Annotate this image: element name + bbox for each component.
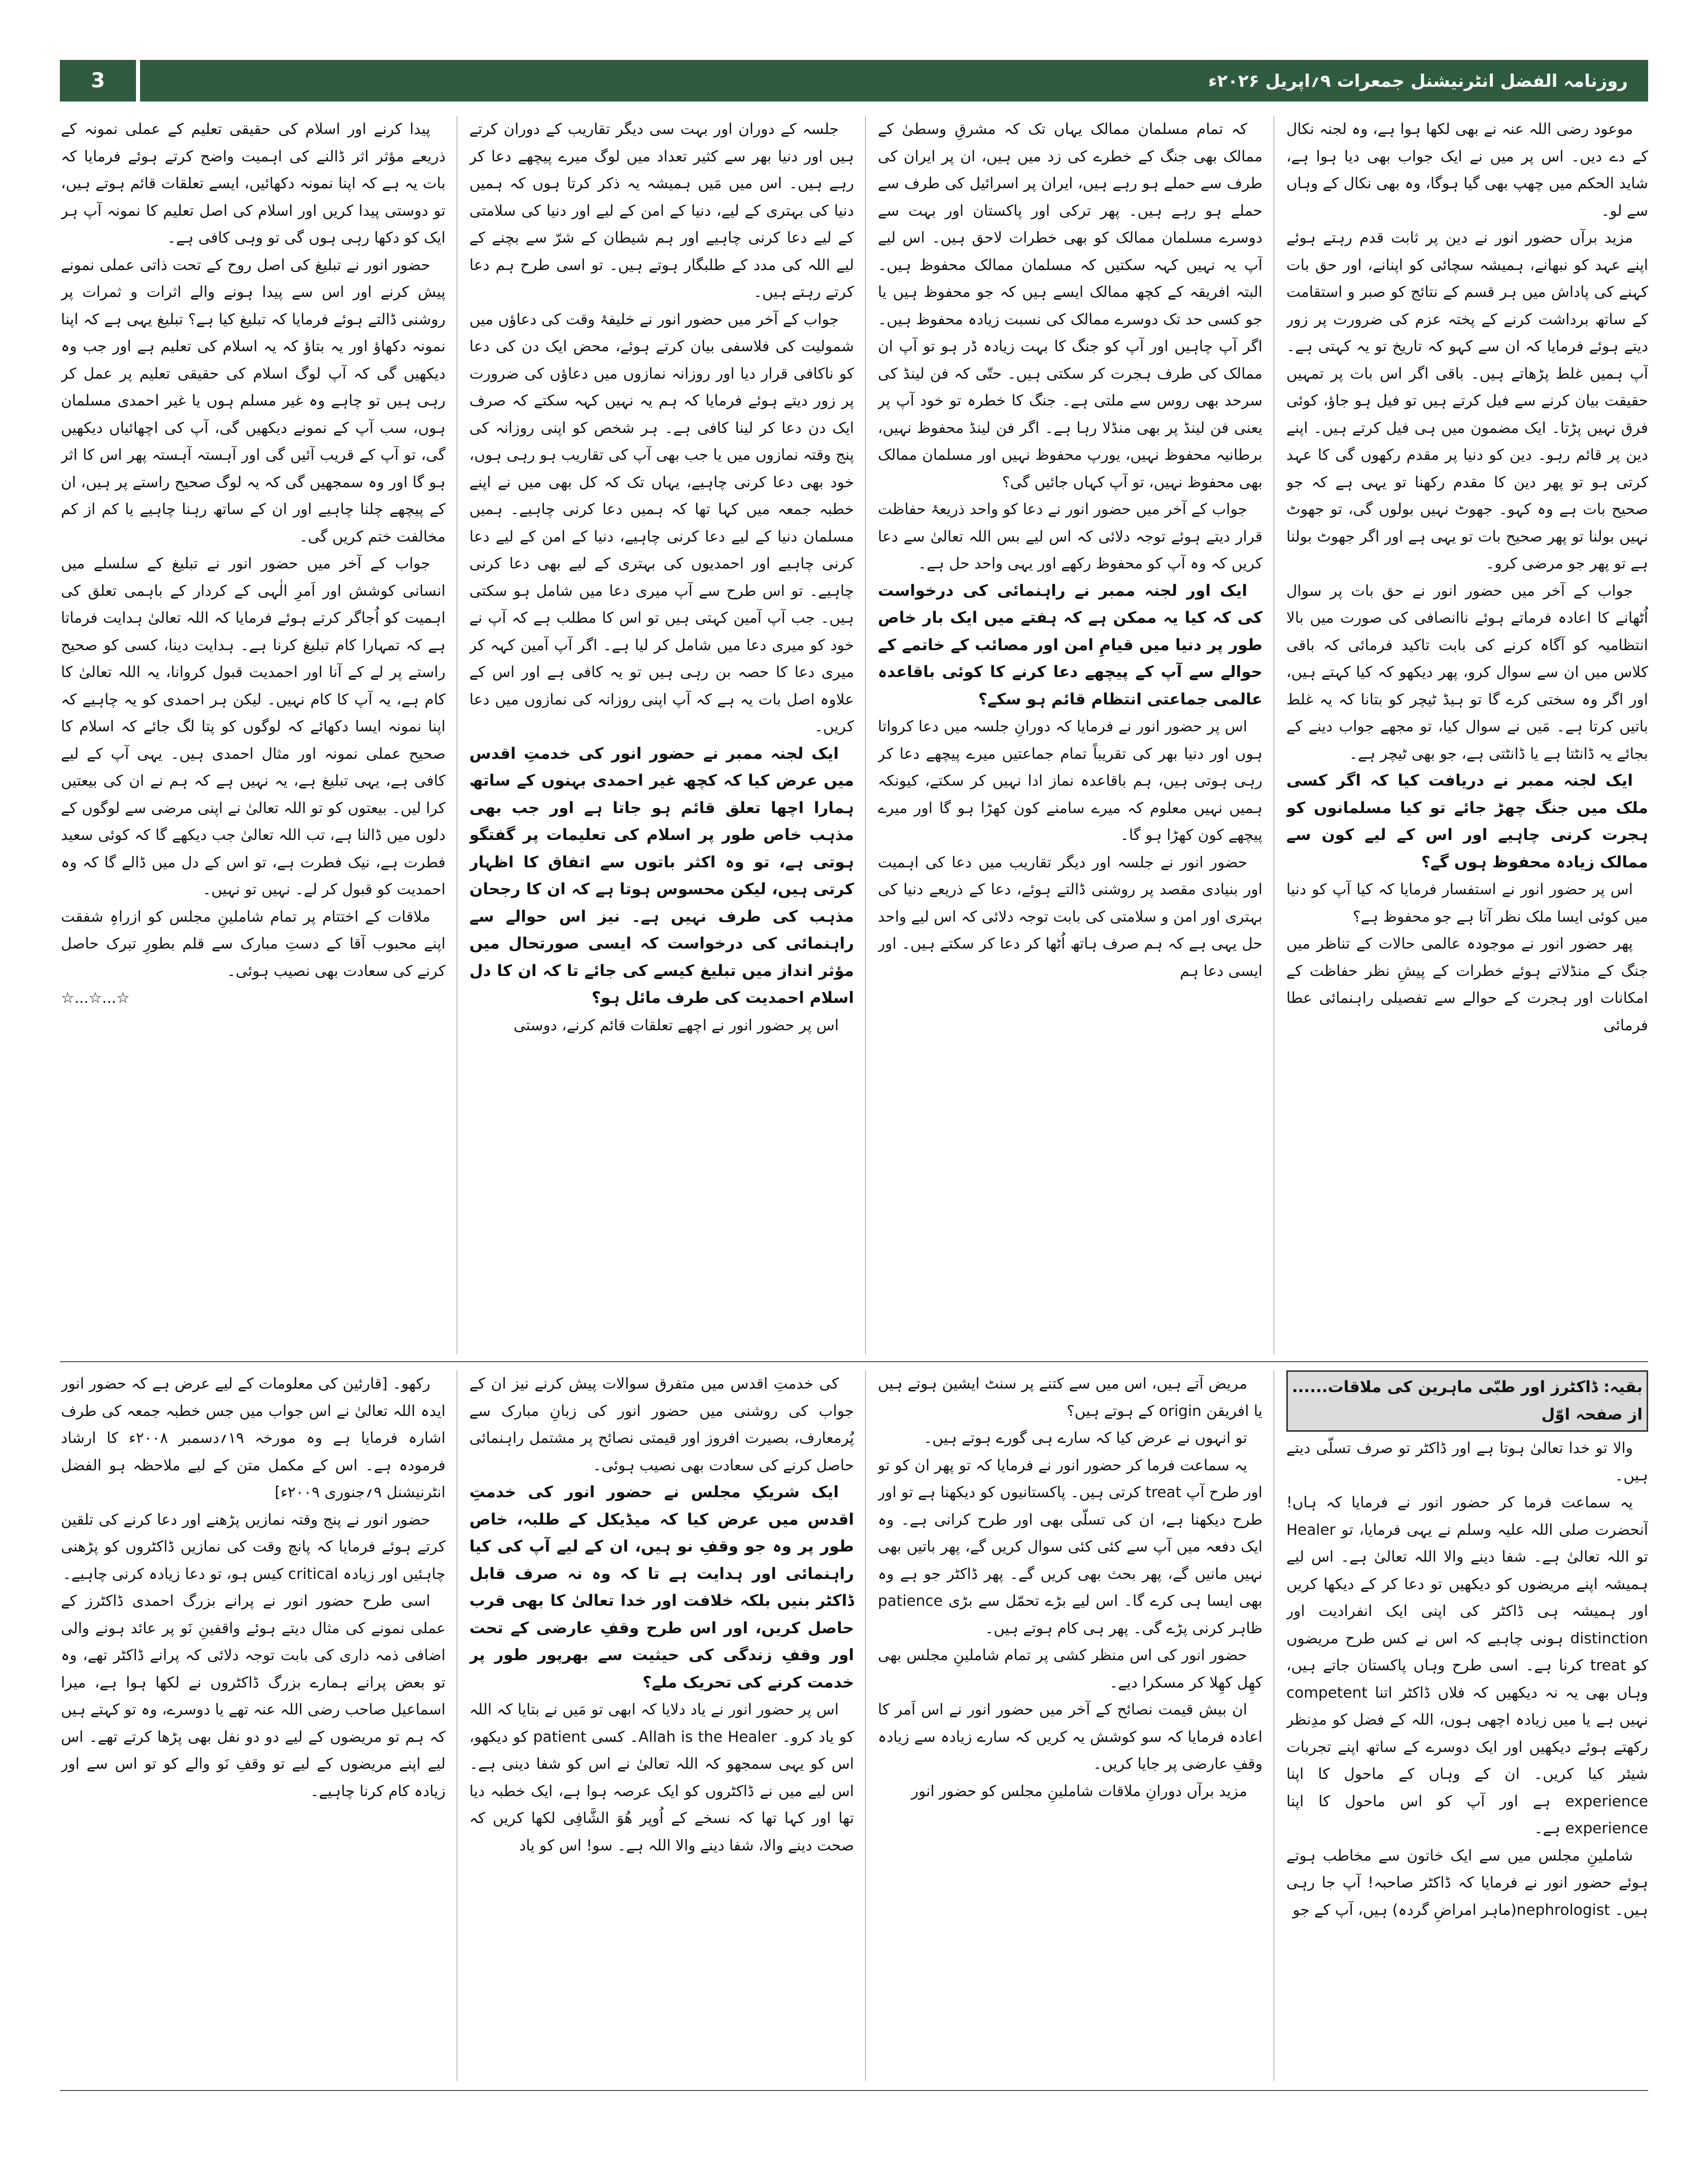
paragraph: کہ تمام مسلمان ممالک یہاں تک کہ مشرقِ وسطیٰ کے ممالک بھی جنگ کے خطرے کی زد میں ہیں، ان پر ایران کی طرف سے حملے ہو رہے ہیں، ایران پر اسرائیل کی طرف سے حملے ہو رہے ہیں۔ پھر ترکی اور پاکستان اور بہت سے دوسرے مسلمان ممالک کو بھی خطرات لاحق ہیں۔ اس لیے آپ یہ نہیں کہہ سکتیں کہ مسلمان ممالک محفوظ ہیں۔ البتہ افریقہ کے کچھ ممالک ایسے ہیں کہ جو محفوظ ہیں یا جو کسی حد تک دوسرے ممالک کی نسبت زیادہ محفوظ ہیں۔ اگر آپ چاہیں اور آپ کو جنگ کا بہت زیادہ ڈر ہو تو آپ ان ممالک کی طرف ہجرت کر سکتی ہیں۔ حتّی کہ فن لینڈ کی سرحد بھی روس سے ملتی ہے۔ جنگ کا خطرہ تو خود آپ پر یعنی فن لینڈ پر بھی منڈلا رہا ہے۔ اگر فن لینڈ محفوظ نہیں، برطانیہ محفوظ نہیں، یورپ محفوظ نہیں اور مسلمان ممالک بھی محفوظ نہیں، تو آپ کہاں جائیں گی؟ xyxy=(878,120,1262,491)
paragraph: رکھو۔ [قارئین کی معلومات کے لیے عرض ہے کہ حضور انور ایدہ اللہ تعالیٰ نے اس جواب میں جس خطبہ جمعہ کی طرف اشارہ فرمایا ہے وہ مورخہ ۱۹؍دسمبر ۲۰۰۸ء کا ارشاد فرمودہ ہے۔ اس کے مکمل متن کے لیے ملاحظہ ہو الفضل انٹرنیشنل ۹؍جنوری ۲۰۰۹ء] xyxy=(61,1375,446,1501)
paragraph: ملاقات کے اختتام پر تمام شاملینِ مجلس کو ازراہِ شفقت اپنے محبوب آقا کے دستِ مبارک سے قلم بطورِ تبرک حاصل کرنے کی سعادت بھی نصیب ہوئی۔ xyxy=(61,907,446,980)
section-divider xyxy=(60,1361,1648,1362)
question-heading: ایک لجنہ ممبر نے حضور انور کی خدمتِ اقدس میں عرض کیا کہ کچھ غیر احمدی بہنوں کے ساتھ ہمارا اچھا تعلق قائم ہو جاتا ہے اور جب بھی مذہب خاص طور پر اسلام کی تعلیمات پر گفتگو ہوتی ہے، تو وہ اکثر باتوں سے اتفاق کا اظہار کرتی ہیں، لیکن محسوس ہوتا ہے کہ ان کا رجحان مذہب کی طرف نہیں ہے۔ نیز اس حوالے سے راہنمائی کی درخواست کہ ایسی صورتحال میں مؤثر انداز میں تبلیغ کیسے کی جائے تا کہ ان کا دل اسلام احمدیت کی طرف مائل ہو؟ xyxy=(469,744,854,1007)
paragraph: مزید برآں دورانِ ملاقات شاملینِ مجلس کو حضور انور xyxy=(911,1782,1247,1800)
paragraph: حضور انور نے پنج وقتہ نمازیں پڑھنے اور دعا کرنے کی تلقین کرتے ہوئے فرمایا کہ پانچ وقت کی نمازیں ڈاکٹروں کو پڑھنی چاہئیں اور زیادہ critical کیس ہو، تو دعا زیادہ کرنی چاہیے۔ xyxy=(61,1510,446,1582)
paragraph: حضور انور کی اس منظر کشی پر تمام شاملینِ مجلس بھی کھِل کھِلا کر مسکرا دیے۔ xyxy=(878,1646,1262,1691)
paragraph: جواب کے آخر میں حضور انور نے دعا کو واحد ذریعۂ حفاظت قرار دیتے ہوئے توجہ دلائی کہ اس لیے بس اللہ تعالیٰ سے دعا کریں کہ وہ آپ کو محفوظ رکھے اور یہی واحد حل ہے۔ xyxy=(878,500,1262,572)
paragraph: یہ سماعت فرما کر حضور انور نے فرمایا کہ ہاں! آنحضرت صلی اللہ علیہ وسلم نے یہی فرمایا، تو Healer تو اللہ تعالیٰ ہے۔ شفا دینے والا اللہ تعالیٰ ہے۔ اس لیے ہمیشہ اپنے مریضوں کو دیکھیں تو دعا کر کے دیکھا کریں اور ہمیشہ ہی ڈاکٹر کی اپنی ایک انفرادیت اور distinction ہونی چاہیے کہ اس نے کس طرح مریضوں کو treat کرنا ہے۔ اسی طرح وہاں پاکستان جاتے ہیں، وہاں بھی یہ نہ دیکھیں کہ فلاں ڈاکٹر اتنا competent نہیں ہے یا میں زیادہ اچھی ہوں، اللہ کے فضل کو مدِنظر رکھتے ہوئے دیکھیں اور ایک دوسرے کے ساتھ اپنے تجربات شیئر کیا کریں۔ ان کے وہاں کے ماحول کا اپنا experience ہے اور آپ کو اس ماحول کا اپنا experience ہے۔ xyxy=(1286,1494,1648,1837)
paragraph: اس پر حضور انور نے فرمایا کہ دورانِ جلسہ میں دعا کرواتا ہوں اور دنیا بھر کی تقریباً تمام جماعتیں میرے پیچھے دعا کر رہی ہوتی ہیں، ہم باقاعدہ نماز ادا نہیں کر سکتے، کیونکہ ہمیں نہیں معلوم کہ میرے سامنے کون کھڑا ہو گا اور میرے پیچھے کون کھڑا ہو گا۔ xyxy=(878,718,1262,844)
paragraph: جواب کے آخر میں حضور انور نے خلیفۂ وقت کی دعاؤں میں شمولیت کی فلاسفی بیان کرتے ہوئے، محض ایک دن کی دعا کو ناکافی قرار دیا اور روزانہ نمازوں میں دعاؤں کی ضرورت پر زور دیتے ہوئے فرمایا کہ ہم یہ نہیں کہہ سکتے کہ صرف ایک دن دعا کر لینا کافی ہے۔ ہر شخص کو اپنی روزانہ کی پنج وقتہ نمازوں میں یا جب بھی آپ کی تقاریب ہو رہی ہوں، خود بھی دعا کرنی چاہیے، یہاں تک کہ کل بھی میں نے اپنے خطبہ جمعہ میں کہا تھا کہ ہمیں دعا کرنی چاہیے۔ ہمیں مسلمان دنیا کے لیے دعا کرنی چاہیے، دنیا کے امن کے لیے دعا کرنی چاہیے اور احمدیوں کی بہتری کے لیے بھی دعا کرنی چاہیے۔ تو اس طرح سے آپ میری دعا میں شامل ہو سکتی ہیں۔ جب آپ آمین کہتی ہیں تو اس کا مطلب ہے کہ آپ نے خود کو میری دعا میں شامل کر لیا ہے۔ اگر آپ آمین کہہ کر میری دعا کا حصہ بن رہی ہیں تو یہ کافی ہے اور اس کے علاوہ اصل بات یہ ہے کہ آپ اپنی روزانہ کی نمازوں میں دعا کریں۔ xyxy=(469,310,854,735)
bottom-column-4 xyxy=(61,1370,446,2081)
page-number: 3 xyxy=(60,60,136,102)
top-column-1 xyxy=(1286,116,1648,1354)
paragraph: کی خدمتِ اقدس میں متفرق سوالات پیش کرنے نیز ان کے جواب کی روشنی میں حضور انور کی زبانِ مبارک سے پُرمعارف، بصیرت افروز اور قیمتی نصائح پر مشتمل راہنمائی حاصل کرنے کی سعادت بھی نصیب ہوئی۔ xyxy=(469,1375,854,1474)
paragraph: مریض آتے ہیں، اس میں سے کتنے پر سنٹ ایشین ہوتے ہیں یا افریقن origin کے ہوتے ہیں؟ xyxy=(878,1375,1262,1420)
paragraph: شاملینِ مجلس میں سے ایک خاتون سے مخاطب ہوتے ہوئے حضور انور نے فرمایا کہ ڈاکٹر صاحبہ! آپ جا رہی ہیں۔ nephrologist(ماہر امراضِ گردہ) ہیں، آپ کے جو xyxy=(1286,1846,1648,1918)
paragraph: حضور انور نے تبلیغ کی اصل روح کے تحت ذاتی عملی نمونے پیش کرنے اور اس سے پیدا ہونے والے اثرات و ثمرات پر روشنی ڈالتے ہوئے فرمایا کہ تبلیغ کیا ہے؟ تبلیغ یہی ہے کہ اپنا نمونہ دکھاؤ اور یہ بتاؤ کہ یہ اسلام کی تعلیم ہے اور جب وہ دیکھیں گی کہ آپ لوگ اسلام کی حقیقی تعلیم پر عمل کر رہی ہیں تو چاہے وہ غیر مسلم ہوں یا غیر احمدی مسلمان ہوں، سب آپ کے نمونے دیکھیں گی، آپ کی اچھائیاں دیکھیں گی، تو آپ کے قریب آئیں گی اور آہستہ آہستہ پھر اس کا اثر ہو گا اور وہ سمجھیں گی کہ یہ لوگ صحیح راستے پر ہیں، ان کے پیچھے چلنا چاہیے اور ان کے ساتھ رہنا چاہیے یا کم از کم مخالفت ختم کریں گی۔ xyxy=(61,256,446,545)
top-column-4 xyxy=(61,116,446,1354)
question-heading: ایک لجنہ ممبر نے دریافت کیا کہ اگر کسی ملک میں جنگ چھڑ جائے تو کیا مسلمانوں کو ہجرت کرنی چاہیے اور اس کے لیے کون سے ممالک زیادہ محفوظ ہوں گے؟ xyxy=(1286,771,1648,871)
masthead-bar xyxy=(60,60,1648,102)
paragraph: تو انہوں نے عرض کیا کہ سارے ہی گورے ہوتے ہیں۔ xyxy=(924,1429,1247,1446)
paragraph: ان بیش قیمت نصائح کے آخر میں حضور انور نے اس اَمر کا اعادہ فرمایا کہ سو کوشش یہ کریں کہ سارے زیادہ سے زیادہ وقفِ عارضی پر جایا کریں۔ xyxy=(878,1701,1262,1772)
question-heading: ایک شریکِ مجلس نے حضور انور کی خدمتِ اقدس میں عرض کیا کہ میڈیکل کے طلبہ، خاص طور پر وہ جو وقفِ نو ہیں، ان کے لیے آپ کی کیا راہنمائی اور ہدایت ہے تا کہ وہ نہ صرف قابل ڈاکٹر بنیں بلکہ خلافت اور خدا تعالیٰ کا بھی قرب حاصل کریں، اور اس طرح وقفِ عارضی کے تحت اور وقفِ زندگی کی حیثیت سے بھرپور طور پر خدمت کرنے کی تحریک ملے؟ xyxy=(469,1483,854,1692)
question-heading: ایک اور لجنہ ممبر نے راہنمائی کی درخواست کی کہ کیا یہ ممکن ہے کہ ہفتے میں ایک بار خاص طور پر دنیا میں قیامِ امن اور مصائب کے خاتمے کے حوالے سے آپ کے پیچھے دعا کرنے کا کوئی باقاعدہ عالمی جماعتی انتظام قائم ہو سکے؟ xyxy=(878,581,1262,709)
paragraph: جواب کے آخر میں حضور انور نے حق بات پر سوال اُٹھانے کا اعادہ فرماتے ہوئے ناانصافی کی صورت میں بالا انتظامیہ کو آگاہ کرنے کی بابت تاکید فرمائی کہ باقی کلاس میں ان سے سوال کرو، پھر دیکھو کہ کیا کہتے ہیں، اور اگر وہ سختی کرے گا تو ہیڈ ٹیچر کو بتانا کہ یہ غلط باتیں کرتا ہے۔ مَیں نے سوال کیا، تو مجھے جواب دینے کے بجائے یہ ڈانٹتا ہے یا ڈانٹتی ہے، جو بھی ٹیچر ہے۔ xyxy=(1286,582,1648,762)
paragraph: والا تو خدا تعالیٰ ہوتا ہے اور ڈاکٹر تو صرف تسلّی دیتے ہیں۔ xyxy=(1286,1439,1648,1484)
bottom-column-3 xyxy=(469,1370,854,2081)
paragraph: پیدا کرنے اور اسلام کی حقیقی تعلیم کے عملی نمونہ کے ذریعے مؤثر اثر ڈالنے کی اہمیت واضح کرتے ہوئے فرمایا کہ بات یہ ہے کہ اپنا نمونہ دکھائیں، ایسے تعلقات قائم ہوتے ہیں، تو دوستی پیدا کریں اور اسلام کی اصل تعلیم کا نمونہ آپ ہر ایک کو دکھا رہی ہوں گی تو وہی کافی ہے۔ xyxy=(61,120,446,246)
bottom-column-2 xyxy=(878,1370,1262,2081)
bottom-column-1 xyxy=(1286,1370,1648,2081)
continuation-heading: بقیہ: ڈاکٹرز اور طبّی ماہرین کی ملاقات...... از صفحہ اوّل xyxy=(1286,1370,1648,1432)
paragraph: مزید برآں حضور انور نے دین پر ثابت قدم رہتے ہوئے اپنے عہد کو نبھانے، ہمیشہ سچائی کو اپنانے، اور حق بات کہنے کی پاداش میں ہر قسم کے نتائج کو صبر و استقامت کے ساتھ برداشت کرنے کے پختہ عزم کی ضرورت پر زور دیتے ہوئے فرمایا کہ ان سے کہو کہ تاریخ تو یہ کہتی ہے۔ آپ ہمیں غلط پڑھاتے ہیں۔ باقی اگر اس بات پر تمہیں حقیقت بیان کرنے سے فیل کرتے ہیں تو فیل ہو جاؤ، کوئی فرق نہیں پڑتا۔ ایک مضمون میں ہی فیل کرتے ہیں۔ اپنے دین پر قائم رہو۔ دین کو دنیا پر مقدم رکھوں گی کا عہد کرتی ہو تو پھر دین کا مقدم رکھنا تو یہی ہے کہ جو صحیح بات ہے وہ کہو۔ جھوٹ نہیں بولوں گی، تو جھوٹ نہیں بولنا تو پھر صحیح بات تو یہی ہے اور اگر جھوٹ بولنا ہے تو پھر جو مرضی کرو۔ xyxy=(1286,229,1648,572)
paragraph: یہ سماعت فرما کر حضور انور نے فرمایا کہ تو پھر ان کو تو اور طرح آپ treat کرتی ہیں۔ پاکستانیوں کو دیکھنا ہے تو اور طرح دیکھنا ہے، ان کی تسلّی بھی اور طرح کرانی ہے۔ وہ ایک دفعہ میں آپ سے کئی کئی سوال کریں گے، پھر باتیں بھی نہیں مانیں گے، پھر بحث بھی کریں گے۔ پھر ڈاکٹر جو ہے وہ بھی ایسا ہی کرے گا۔ اس لیے بڑے تحمّل سے بڑی patience ظاہر کرنی پڑے گی۔ پھر ہی کام ہوتے ہیں۔ xyxy=(878,1456,1262,1637)
paragraph: جلسہ کے دوران اور بہت سی دیگر تقاریب کے دوران کرتے ہیں اور دنیا بھر سے کثیر تعداد میں لوگ میرے پیچھے دعا کر رہے ہیں۔ اس میں مَیں ہمیشہ یہ ذکر کرتا ہوں کہ ہمیں دنیا کی بہتری کے لیے، دنیا کے امن کے لیے اور دنیا کی سلامتی کے لیے دعا کرنی چاہیے اور ہم شیطان کے شرّ سے بچنے کے لیے اللہ کی مدد کے طلبگار ہوتے ہیں۔ تو اسی طرح ہم دعا کرتے رہتے ہیں۔ xyxy=(469,120,854,300)
paragraph: اس پر حضور انور نے یاد دلایا کہ ابھی تو مَیں نے بتایا کہ اللہ کو یاد کرو۔ Allah is the Healer۔ کسی patient کو دیکھو، اس کو یہی سمجھو کہ اللہ تعالیٰ نے اس کو شفا دینی ہے۔ اس لیے میں نے ڈاکٹروں کو ایک عرصہ ہوا ہے، ایک خطبہ دیا تھا اور کہا تھا کہ نسخے کے اُوپر ھُوَ الشَّافِی لکھا کریں کہ صحت دینے والا، شفا دینے والا اللہ ہے۔ سو! اس کو یاد xyxy=(469,1701,854,1854)
section-end-stars: ☆...☆...☆ xyxy=(61,989,130,1006)
paragraph: حضور انور نے جلسہ اور دیگر تقاریب میں دعا کی اہمیت اور بنیادی مقصد پر روشنی ڈالتے ہوئے، دعا کے ذریعے دنیا کی بہتری اور امن و سلامتی کی بابت توجہ دلائی کہ اس لیے واحد حل یہی ہے کہ ہم صرف ہاتھ اُٹھا کر دعا کر سکتے ہیں۔ اور ایسی دعا ہم xyxy=(878,853,1262,980)
paragraph: اس پر حضور انور نے اچھے تعلقات قائم کرنے، دوستی xyxy=(514,1016,839,1034)
paragraph: موعود رضی اللہ عنہ نے بھی لکھا ہوا ہے، وہ لجنہ نکال کے دے دیں۔ اس پر میں نے ایک جواب بھی دیا ہوا ہے، شاید الحکم میں چھپ بھی گیا ہوگا، وہ بھی نکال کے وہاں سے لو۔ xyxy=(1286,120,1648,219)
top-column-3 xyxy=(469,116,854,1354)
paragraph: اسی طرح حضور انور نے پرانے بزرگ احمدی ڈاکٹرز کے عملی نمونے کی مثال دیتے ہوئے واقفینِ نَو پر عائد ہونے والی اضافی ذمہ داری کی بابت توجہ دلائی کہ پرانے ڈاکٹر تھے، وہ تو بعض پرانے ہمارے بزرگ ڈاکٹروں نے لکھا ہوا ہے، میرا اسماعیل صاحب رضی اللہ عنہ تھے یا دوسرے، وہ تو کہتے ہیں کہ ہم تو مریضوں کے لیے دو دو نفل بھی پڑھا کرتے تھے۔ اس لیے اپنے مریضوں کے لیے تو وقفِ نَو والے کو تو اس سے اور زیادہ کام کرنا چاہیے۔ xyxy=(61,1592,446,1800)
top-column-2 xyxy=(878,116,1262,1354)
paragraph: اس پر حضور انور نے استفسار فرمایا کہ کیا آپ کو دنیا میں کوئی ایسا ملک نظر آتا ہے جو محفوظ ہے؟ xyxy=(1286,881,1648,925)
page-bottom-rule xyxy=(60,2090,1648,2091)
paragraph: پھر حضور انور نے موجودہ عالمی حالات کے تناظر میں جنگ کے منڈلاتے ہوئے خطرات کے پیشِ نظر حفاظت کے امکانات اور ہجرت کے حوالے سے تفصیلی راہنمائی عطا فرمائی xyxy=(1286,935,1648,1034)
newspaper-masthead: روزنامہ الفضل انٹرنیشنل جمعرات ۹؍اپریل ۲۰۲۶ء xyxy=(140,60,1648,102)
paragraph: جواب کے آخر میں حضور انور نے تبلیغ کے سلسلے میں انسانی کوشش اور اَمرِ الٰہی کے کردار کے باہمی تعلق کی اہمیت کو اُجاگر کرتے ہوئے فرمایا کہ اللہ تعالیٰ ہدایت فرماتا ہے کہ تمہارا کام تبلیغ کرنا ہے۔ ہدایت دینا، کسی کو صحیح راستے پر لے کے آنا اور احمدیت قبول کروانا، یہ اللہ تعالیٰ کا کام ہے، یہ آپ کا کام نہیں۔ لیکن ہر احمدی کو یہ چاہیے کہ اپنا نمونہ ایسا دکھائے کہ لوگوں کو پتا لگ جائے کہ اسلام کا صحیح عملی نمونہ اور مثال احمدی ہیں۔ یہی آپ کے لیے کافی ہے، یہی تبلیغ ہے، یہ نہیں ہے کہ ہم نے ان کی بیعتیں کرا لیں۔ بیعتوں کو تو اللہ تعالیٰ نے اپنی مرضی سے لوگوں کے دلوں میں ڈالنا ہے، تب اللہ تعالیٰ جب دیکھے گا کہ کوئی سعید فطرت ہے، نیک فطرت ہے، تو اس کے دل میں ڈالے گا کہ وہ احمدیت کو قبول کر لے۔ نہیں تو نہیں۔ xyxy=(61,555,446,898)
